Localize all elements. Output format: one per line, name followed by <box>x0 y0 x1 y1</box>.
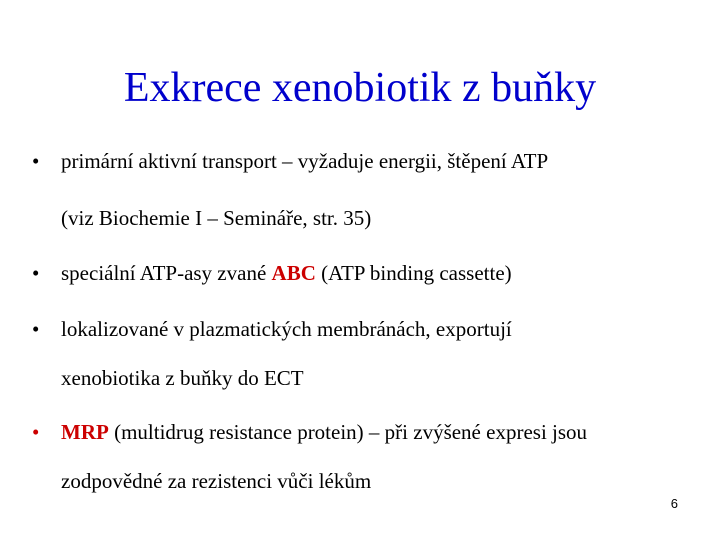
bullet-4-line-2: zodpovědné za rezistenci vůči lékům <box>61 469 372 493</box>
abc-highlight: ABC <box>271 261 316 285</box>
bullet-2-marker: • <box>32 261 40 285</box>
bullet-1-marker: • <box>32 149 40 173</box>
bullet-4-text-after: (multidrug resistance protein) – při zvýšené expresi jsou <box>108 420 588 444</box>
bullet-1-line-2: (viz Biochemie I – Semináře, str. 35) <box>61 206 372 230</box>
bullet-4-line-1 <box>61 418 587 446</box>
bullet-1-line-1: primární aktivní transport – vyžaduje energii, štěpení ATP <box>61 149 549 173</box>
bullet-4-marker: • <box>32 420 40 444</box>
bullet-2-line-1 <box>61 259 512 287</box>
page-number: 6 <box>670 496 678 511</box>
slide-title: Exkrece xenobiotik z buňky <box>123 65 597 111</box>
mrp-highlight: MRP <box>61 420 109 444</box>
bullet-2-text-before: speciální ATP-asy zvané <box>61 261 272 285</box>
bullet-2-text-after: (ATP binding cassette) <box>315 261 512 285</box>
bullet-3-line-2: xenobiotika z buňky do ECT <box>61 366 304 390</box>
bullet-3-marker: • <box>32 317 40 341</box>
bullet-3-line-1: lokalizované v plazmatických membránách, exportují <box>61 317 512 341</box>
